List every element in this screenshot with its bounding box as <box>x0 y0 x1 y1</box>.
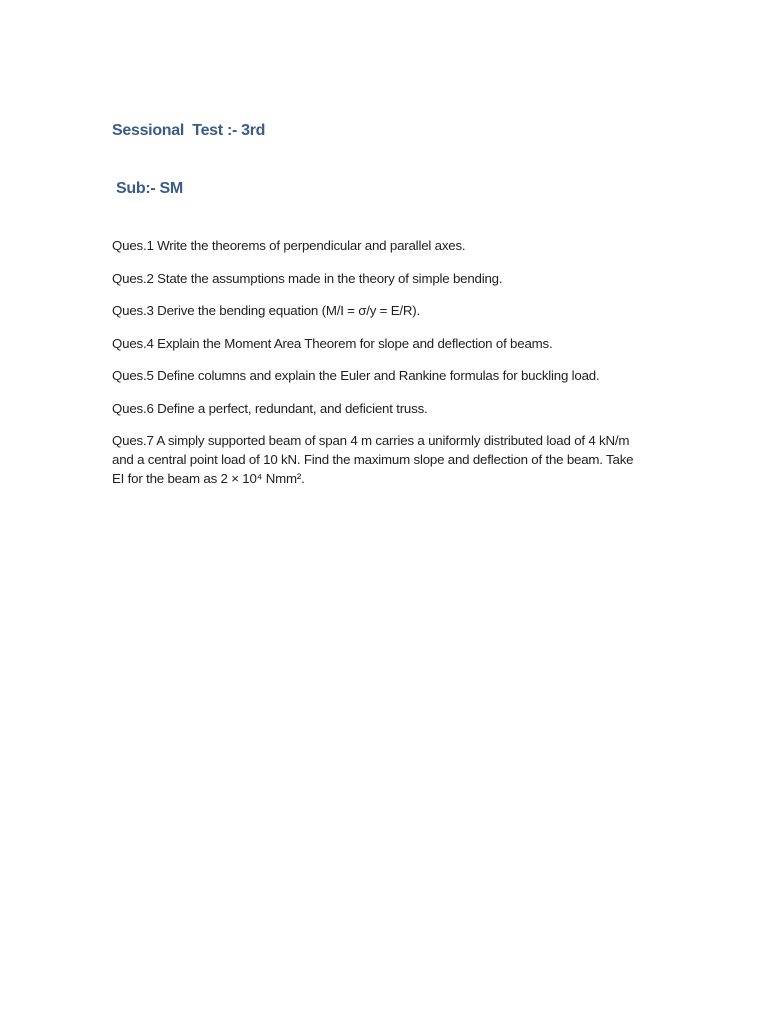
question-2: Ques.2 State the assumptions made in the theory of simple bending. <box>112 270 503 286</box>
question-7: Ques.7 A simply supported beam of span 4 m carries a uniformly distributed load of 4 kN/m and a central point load of 10 kN. Find the maximum slope and deflection of the beam. Take EI for the beam as 2 × 10⁴ Nmm². <box>112 433 634 486</box>
test-title: Sessional Test :- 3rd <box>112 122 266 139</box>
question-5: Ques.5 Define columns and explain the Euler and Rankine formulas for buckling load. <box>112 368 600 383</box>
question-4: Ques.4 Explain the Moment Area Theorem for slope and deflection of beams. <box>112 335 553 351</box>
subject-heading: Sub:- SM <box>116 180 183 197</box>
question-3: Ques.3 Derive the bending equation (M/I = σ/y = E/R). <box>112 303 421 318</box>
question-1: Ques.1 Write the theorems of perpendicular and parallel axes. <box>112 238 466 253</box>
question-6: Ques.6 Define a perfect, redundant, and deficient truss. <box>112 400 428 416</box>
question-list <box>112 236 642 502</box>
